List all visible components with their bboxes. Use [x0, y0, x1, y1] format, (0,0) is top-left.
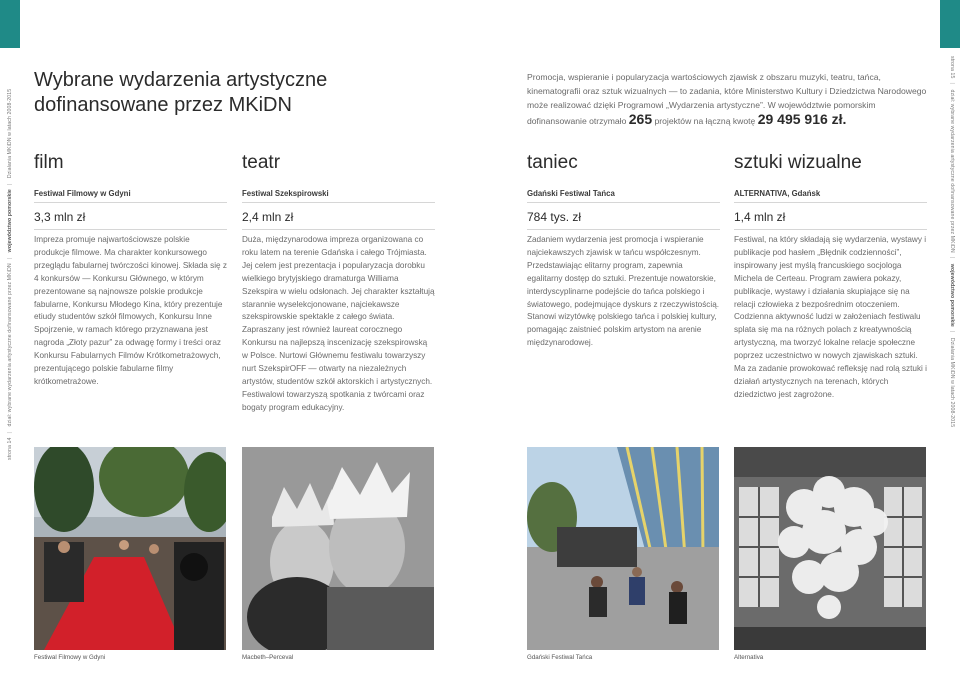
festival-name: Festiwal Szekspirowski [242, 189, 329, 198]
column-description: Impreza promuje najwartościowsze polskie produkcje filmowe. Ma charakter konkursowego przeglądu fabularnej twórczości kinowej. Składa się z 4 konkursów — Konkursu Głównego, w którym prezentowane są najnowsze polskie produkcje fabularne, Konkursu Młodego Kina, który prezentuje etiudy studentów szkół filmowych, Konkursu Inne Spojrzenie, w ramach którego przyznawana jest nagroda „Złoty pazur” za odwagę formy i treści oraz Konkursu Fabularnych Filmów Krótkometrażowych, prezentującego polskie fabularne filmy krótkometrażowe. [34, 235, 227, 386]
project-count: 265 [628, 111, 653, 127]
festival-name: Festiwal Filmowy w Gdyni [34, 189, 131, 198]
photo-dance [527, 447, 719, 650]
column-taniec [527, 150, 720, 350]
funding-amount: 784 tys. zł [527, 210, 582, 224]
intro-text: Promocja, wspieranie i popularyzacja wartościowych zjawisk z obszaru muzyki, teatru, tańca, kinematografii oraz sztuk wizualnych — to zadania, które Ministerstwo Kultury i Dziedzictwa Narodowego może realizować dzięki Programowi „Wydarzenia artystyczne”. W województwie pomorskim dofinansowanie otrzymało [527, 72, 927, 126]
section-label: dział: wybrane wydarzenia artystyczne dofinansowane przez MKiDN [7, 263, 13, 427]
total-amount: 29 495 916 zł. [757, 111, 847, 127]
page-title: Wybrane wydarzenia artystyczne dofinansowane przez MKiDN [34, 69, 328, 116]
column-title: teatr [242, 152, 281, 173]
column-title: sztuki wizualne [734, 152, 862, 173]
photo-caption: Alternativa [734, 654, 764, 661]
column-sztuki-wizualne [734, 150, 927, 402]
divider [34, 202, 227, 203]
festival-name: ALTERNATIVA, Gdańsk [734, 189, 821, 198]
intro-text-2: projektów na łączną kwotę [654, 116, 756, 126]
intro-paragraph [527, 70, 927, 128]
section-label: dział: wybrane wydarzenia artystyczne dofinansowane przez MKiDN [949, 89, 955, 253]
festival-name: Gdański Festiwal Tańca [527, 189, 615, 198]
running-footer-right: strona 15| dział: wybrane wydarzenia artystyczne dofinansowane przez MKiDN| województwo pomorskie| Działania MKiDN w latach 2008-2015 [949, 56, 955, 428]
column-description: Festiwal, na który składają się wydarzenia, wystawy i publikacje pod hasłem „Błędnik codzienności”, inspirowany jest myślą francuskiego socjologa Michela de Certeau. Program zawiera pokazy, publikacje, wystawy i działania skupiające się na relacji człowieka z bezpośrednim otoczeniem. Codzienna aktywność ludzi w założeniach festiwalu splata się ma na różnych polach z kreatywnością artystyczną, ma tworzyć lokalne relacje społeczne poprzez uczestnictwo w nowych zjawiskach sztuki. Ma za zadanie prowokować refleksję nad rolą sztuki i działań artystycznych na terenach, których dziedzictwo jest zagrożone. [734, 235, 927, 399]
divider [734, 229, 927, 230]
accent-tab [0, 0, 20, 48]
report-label: Działania MKiDN w latach 2008-2015 [7, 88, 13, 179]
column-description: Zadaniem wydarzenia jest promocja i wspieranie najciekawszych zjawisk w tańcu współczesnym. Przedstawiając elitarny program, zapewnia egalitarny dostęp do sztuki. Prezentuje nowatorskie, interdyscyplinarne podejście do tańca polskiego i światowego, podejmujące dyskurs z rzeczywistością. Stanowi wizytówkę polskiego tańca i polskiej kultury, pomagając zaistnieć polskim artystom na arenie międzynarodowej. [527, 235, 720, 348]
accent-tab [940, 0, 960, 48]
report-label: Działania MKiDN w latach 2008-2015 [949, 337, 955, 428]
photo-theatre [242, 447, 434, 650]
region-label: województwo pomorskie [7, 189, 13, 253]
running-footer-left: strona 14| dział: wybrane wydarzenia artystyczne dofinansowane przez MKiDN| województwo pomorskie| Działania MKiDN w latach 2008-2015 [7, 88, 13, 460]
photo-film-festival [34, 447, 226, 650]
photo-visual-arts [734, 447, 926, 650]
page-number: strona 14 [7, 437, 13, 460]
divider [242, 202, 435, 203]
photo-caption: Macbeth–Perceval [242, 654, 294, 661]
region-label: województwo pomorskie [949, 263, 955, 327]
page-number: strona 15 [949, 56, 955, 79]
column-title: film [34, 152, 64, 173]
funding-amount: 2,4 mln zł [242, 210, 294, 224]
funding-amount: 3,3 mln zł [34, 210, 86, 224]
divider [527, 202, 720, 203]
funding-amount: 1,4 mln zł [734, 210, 786, 224]
right-margin-strip [940, 0, 960, 697]
divider [242, 229, 435, 230]
divider [527, 229, 720, 230]
left-margin-strip [0, 0, 20, 697]
photo-caption: Festiwal Filmowy w Gdyni [34, 654, 106, 661]
column-description: Duża, międzynarodowa impreza organizowana co roku latem na terenie Gdańska i całego Trójmiasta. Jej celem jest prezentacja i popularyzacja dorobku wielkiego brytyjskiego dramaturga Williama Szekspira w wielu odsłonach. Jej charakter kształtują starannie wyselekcjonowane, najciekawsze szekspirowskie spektakle z całego świata. Zapraszany jest również laureat corocznego Konkursu na najlepszą inscenizację szekspirowską w Polsce. Nurtowi Głównemu festiwalu towarzyszy nurt SzekspirOFF — otwarty na niezależnych artystów, studentów szkół aktorskich i artystycznych. Festiwalowi towarzyszą spotkania z twórcami oraz bogaty program edukacyjny. [242, 235, 435, 412]
divider [34, 229, 227, 230]
column-title: taniec [527, 152, 578, 173]
divider [734, 202, 927, 203]
column-film [34, 150, 227, 389]
photo-caption: Gdański Festiwal Tańca [527, 654, 593, 661]
column-teatr [242, 150, 435, 415]
